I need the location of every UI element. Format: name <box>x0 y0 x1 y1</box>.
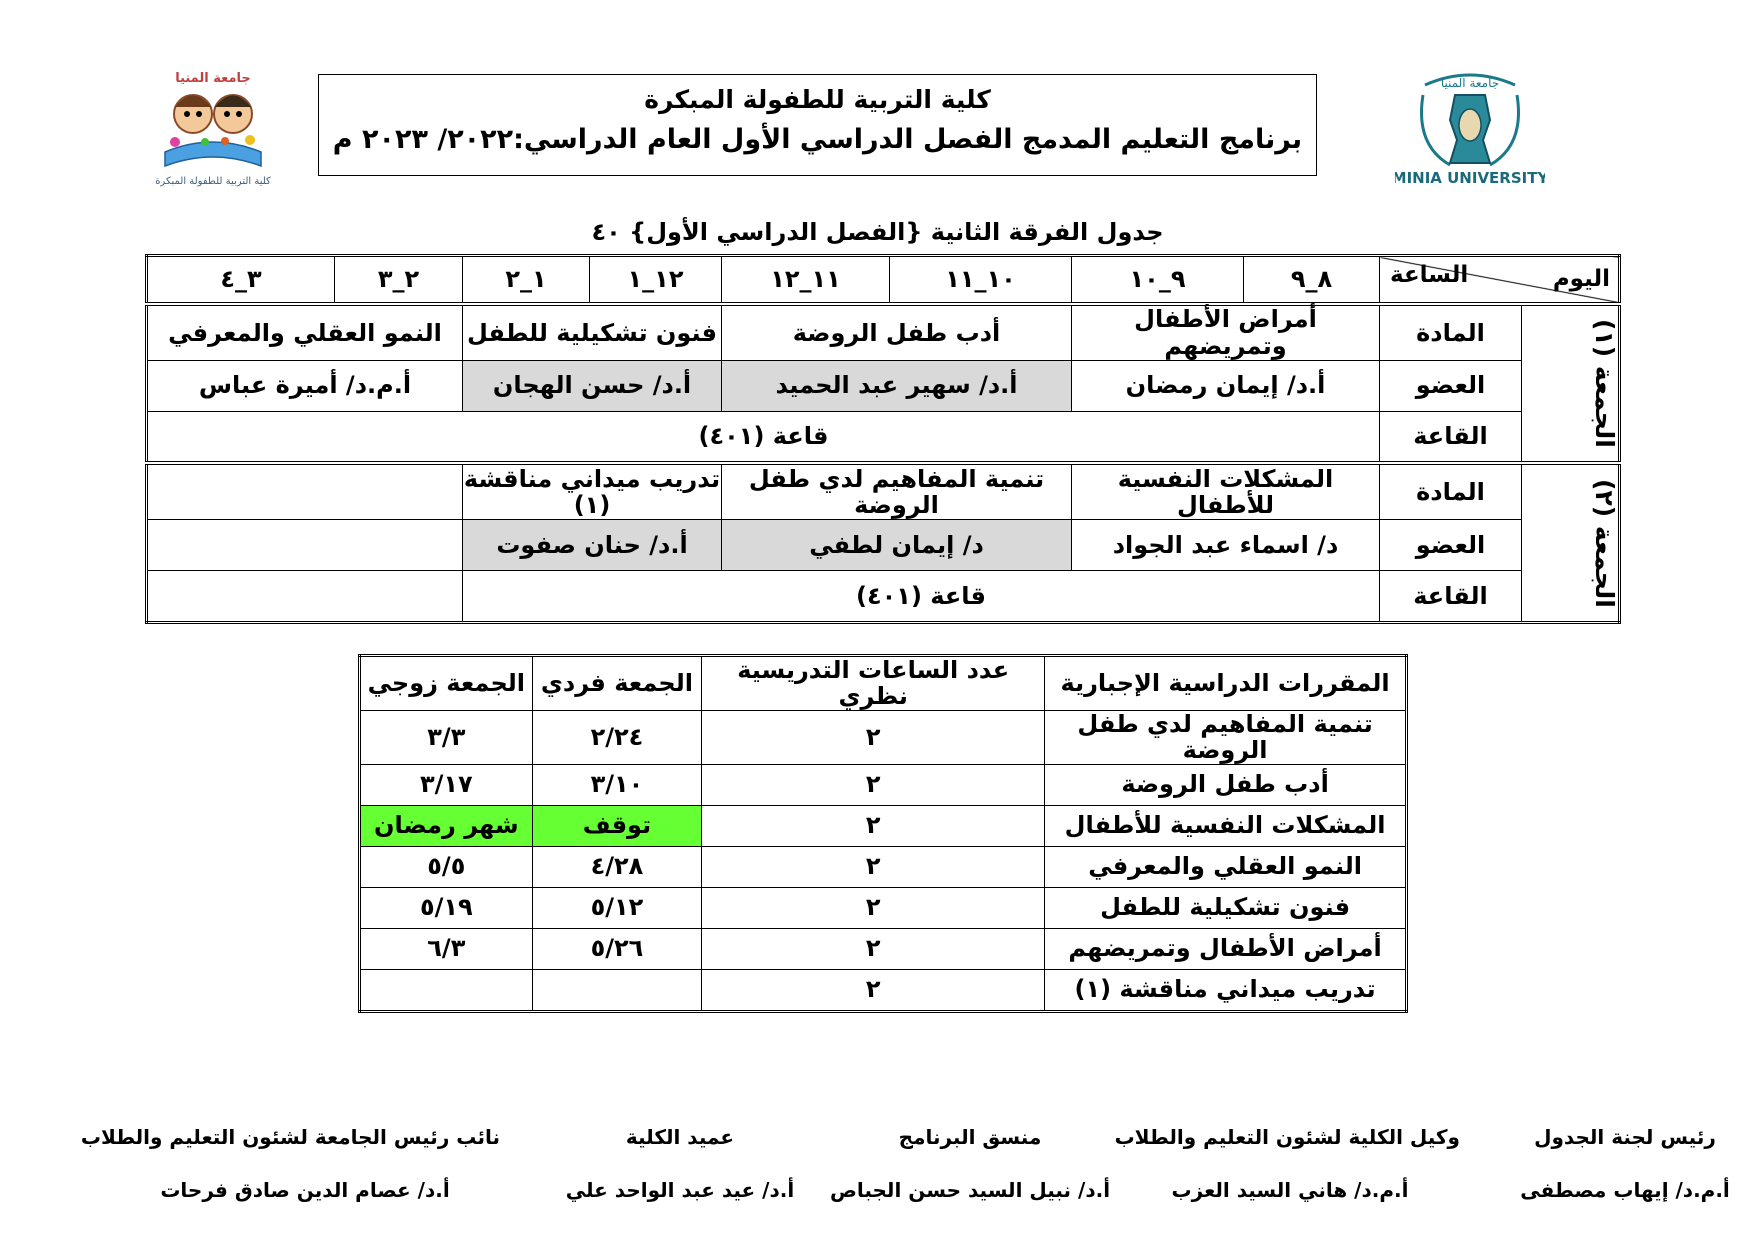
signature-title: عميد الكلية <box>625 1125 735 1149</box>
schedule-member: أ.د/ حنان صفوت <box>463 520 722 571</box>
schedule-caption: جدول الفرقة الثانية {الفصل الدراسي الأول} ٤٠ <box>591 218 1164 246</box>
schedule-subject: فنون تشكيلية للطفل <box>463 304 722 360</box>
svg-text:كلية التربية للطفولة المبكرة: كلية التربية للطفولة المبكرة <box>155 176 271 187</box>
course-hours: ٢ <box>702 887 1045 928</box>
table-row <box>360 887 1407 928</box>
schedule-subject: تنمية المفاهيم لدي طفل الروضة <box>722 463 1072 519</box>
schedule-member: أ.م.د/ أميرة عباس <box>147 360 463 411</box>
time-header: ١٠_١١ <box>890 256 1072 304</box>
schedule-subject <box>147 463 463 519</box>
time-header: ١_٢ <box>463 256 590 304</box>
course-even-date: ٥/١٩ <box>360 887 533 928</box>
course-name: تنمية المفاهيم لدي طفل الروضة <box>1045 710 1407 764</box>
schedule-hall: قاعة (٤٠١) <box>147 411 1380 463</box>
course-name: المشكلات النفسية للأطفال <box>1045 805 1407 846</box>
minia-university-logo <box>1395 65 1545 195</box>
table-row <box>360 805 1407 846</box>
course-hours: ٢ <box>702 969 1045 1011</box>
table-row <box>360 928 1407 969</box>
row-label-subject: المادة <box>1380 463 1522 519</box>
schedule-table <box>145 254 1621 624</box>
course-odd-date: ٣/١٠ <box>532 764 702 805</box>
group-number: (٢) <box>1590 478 1619 517</box>
table-row <box>360 710 1407 764</box>
course-even-date <box>360 969 533 1011</box>
schedule-subject: تدريب ميداني مناقشة (١) <box>463 464 721 520</box>
courses-header: الجمعة فردي <box>532 656 702 711</box>
schedule-member <box>147 520 463 571</box>
schedule-empty <box>147 571 463 623</box>
schedule-subject: المشكلات النفسية للأطفال <box>1072 463 1380 519</box>
course-name: النمو العقلي والمعرفي <box>1045 846 1407 887</box>
schedule-subject: النمو العقلي والمعرفي <box>147 304 463 360</box>
course-even-date: ٥/٥ <box>360 846 533 887</box>
signature-name: أ.م.د/ إيهاب مصطفى <box>1520 1178 1730 1202</box>
course-hours: ٢ <box>702 928 1045 969</box>
faculty-logo <box>145 62 285 192</box>
signature-name: أ.م.د/ هاني السيد العزب <box>1171 1178 1409 1202</box>
course-name: تدريب ميداني مناقشة (١) <box>1045 969 1407 1011</box>
time-header: ٢_٣ <box>335 256 463 304</box>
group-1-label <box>1522 304 1620 464</box>
row-label-hall: القاعة <box>1380 411 1522 463</box>
header-box <box>318 74 1317 176</box>
course-odd-date <box>532 969 702 1011</box>
row-label-member: العضو <box>1380 520 1522 571</box>
signature-name: أ.د/ نبيل السيد حسن الجباص <box>829 1178 1111 1202</box>
signature-name: أ.د/ عيد عبد الواحد علي <box>565 1178 795 1202</box>
course-hours: ٢ <box>702 764 1045 805</box>
corner-cell <box>1380 256 1620 304</box>
program-title: برنامج التعليم المدمج الفصل الدراسي الأول العام الدراسي:٢٠٢٢/ ٢٠٢٣ م <box>332 124 1303 155</box>
time-header: ١٢_١ <box>590 256 722 304</box>
row-label-hall: القاعة <box>1380 571 1522 623</box>
time-header: ١١_١٢ <box>722 256 890 304</box>
signature-title: رئيس لجنة الجدول <box>1534 1125 1716 1149</box>
signature-title: وكيل الكلية لشئون التعليم والطلاب <box>1114 1125 1460 1149</box>
course-hours: ٢ <box>702 846 1045 887</box>
course-even-date: ٦/٣ <box>360 928 533 969</box>
time-header: ٩_١٠ <box>1072 256 1244 304</box>
course-name: فنون تشكيلية للطفل <box>1045 887 1407 928</box>
course-hours: ٢ <box>702 805 1045 846</box>
svg-text:جامعة المنيا: جامعة المنيا <box>1440 76 1500 90</box>
courses-table <box>358 654 1408 1013</box>
schedule-member: أ.د/ حسن الهجان <box>463 360 722 411</box>
course-odd-date: ٥/٢٦ <box>532 928 702 969</box>
table-row <box>360 969 1407 1011</box>
course-odd-date: توقف <box>532 805 702 846</box>
schedule-member: أ.د/ سهير عبد الحميد <box>722 360 1072 411</box>
row-label-subject: المادة <box>1380 304 1522 360</box>
svg-text:جامعة المنيا: جامعة المنيا <box>175 71 251 86</box>
schedule-hall: قاعة (٤٠١) <box>463 571 1380 623</box>
signature-title: نائب رئيس الجامعة لشئون التعليم والطلاب <box>80 1125 500 1149</box>
time-header: ٣_٤ <box>147 256 335 304</box>
group-day: الجمعة <box>1590 525 1619 608</box>
schedule-member: د/ اسماء عبد الجواد <box>1072 520 1380 571</box>
table-row <box>360 846 1407 887</box>
table-row <box>360 764 1407 805</box>
svg-text:MINIA UNIVERSITY: MINIA UNIVERSITY <box>1395 169 1545 187</box>
courses-header: المقررات الدراسية الإجبارية <box>1045 656 1407 711</box>
course-name: أمراض الأطفال وتمريضهم <box>1045 928 1407 969</box>
schedule-subject: أمراض الأطفال وتمريضهم <box>1072 304 1380 360</box>
time-header: ٨_٩ <box>1244 256 1380 304</box>
course-even-date: ٣/٣ <box>360 710 533 764</box>
course-even-date: شهر رمضان <box>360 805 533 846</box>
course-hours: ٢ <box>702 710 1045 764</box>
schedule-member: أ.د/ إيمان رمضان <box>1072 360 1380 411</box>
courses-header: الجمعة زوجي <box>360 656 533 711</box>
course-odd-date: ٥/١٢ <box>532 887 702 928</box>
corner-day: اليوم <box>1552 266 1610 292</box>
signature-name: أ.د/ عصام الدين صادق فرحات <box>160 1178 450 1202</box>
row-label-member: العضو <box>1380 360 1522 411</box>
signature-title: منسق البرنامج <box>898 1125 1042 1149</box>
corner-hour: الساعة <box>1390 262 1469 288</box>
course-odd-date: ٤/٢٨ <box>532 846 702 887</box>
group-day: الجمعة <box>1590 366 1619 449</box>
college-title: كلية التربية للطفولة المبكرة <box>644 85 991 114</box>
group-number: (١) <box>1590 319 1619 358</box>
schedule-subject: أدب طفل الروضة <box>722 304 1072 360</box>
course-name: أدب طفل الروضة <box>1045 764 1407 805</box>
schedule-member: د/ إيمان لطفي <box>722 520 1072 571</box>
courses-header: عدد الساعات التدريسية نظري <box>702 656 1045 711</box>
course-even-date: ٣/١٧ <box>360 764 533 805</box>
group-2-label <box>1522 463 1620 622</box>
course-odd-date: ٢/٢٤ <box>532 710 702 764</box>
